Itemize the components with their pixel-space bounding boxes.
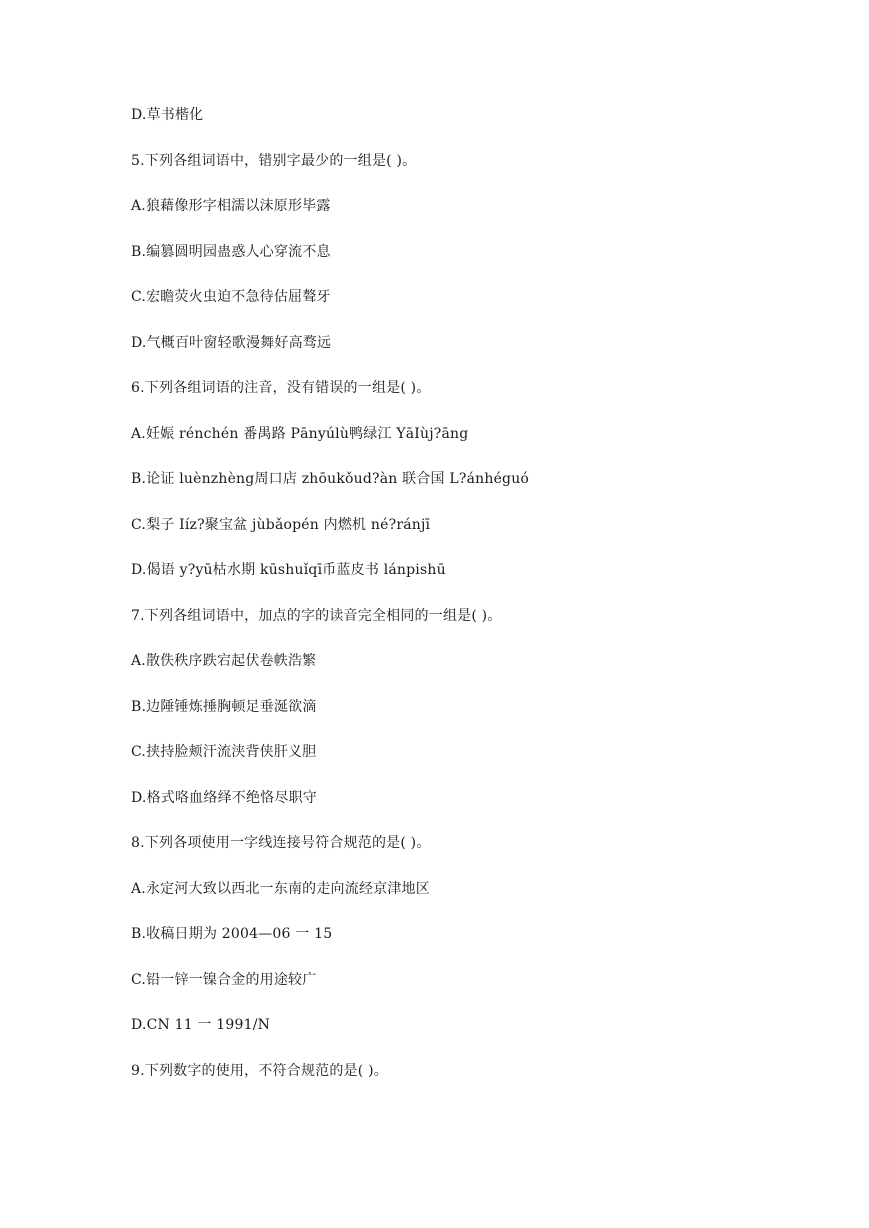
question-line: 6.下列各组词语的注音，没有错误的一组是( )。 bbox=[131, 380, 431, 396]
option-line: C.铅一锌一镍合金的用途较广 bbox=[131, 971, 317, 988]
question-line: 8.下列各项使用一字线连接号符合规范的是( )。 bbox=[131, 835, 431, 851]
option-line: C.梨子 Iíz?聚宝盆 jùbǎopén 内燃机 né?ránjī bbox=[131, 516, 431, 533]
option-line: A.永定河大致以西北一东南的走向流经京津地区 bbox=[131, 880, 430, 897]
option-line: C.宏瞻荧火虫迫不急待估屈聱牙 bbox=[131, 289, 331, 305]
option-line: B.编篡圆明园蛊惑人心穿流不息 bbox=[131, 243, 331, 260]
question-line: 7.下列各组词语中，加点的字的读音完全相同的一组是( )。 bbox=[131, 607, 502, 624]
option-line: D.草书楷化 bbox=[131, 107, 204, 123]
question-line: 9.下列数字的使用，不符合规范的是( )。 bbox=[131, 1062, 388, 1079]
question-text-lines bbox=[131, 104, 529, 1105]
option-line: D.气概百叶窗轻歌漫舞好高骛远 bbox=[131, 334, 332, 351]
option-line: D.偈语 y?yū枯水期 kūshuǐqī币蓝皮书 lánpishū bbox=[131, 562, 446, 578]
option-line: D.CN 11 一 1991/N bbox=[131, 1017, 271, 1033]
option-line: A.狼藉像形字相濡以沫原形毕露 bbox=[131, 198, 331, 214]
option-line: B.收稿日期为 2004—06 一 15 bbox=[131, 926, 333, 942]
option-line: D.格式咯血络绎不绝恪尽职守 bbox=[131, 789, 317, 806]
option-line: C.挟持脸颊汗流浃背侠肝义胆 bbox=[131, 744, 317, 760]
option-line: B.论证 luènzhèng周口店 zhōukǒud?àn 联合国 L?ánhéguó bbox=[131, 471, 530, 487]
option-line: A.散佚秩序跌宕起伏卷帙浩繁 bbox=[131, 653, 317, 669]
question-line: 5.下列各组词语中，错别字最少的一组是( )。 bbox=[131, 152, 417, 169]
option-line: B.边陲锤炼捶胸顿足垂涎欲滴 bbox=[131, 698, 317, 715]
option-line: A.妊娠 rénchén 番禺路 Pānyúlù鸭绿江 YāIùj?āng bbox=[131, 425, 469, 442]
